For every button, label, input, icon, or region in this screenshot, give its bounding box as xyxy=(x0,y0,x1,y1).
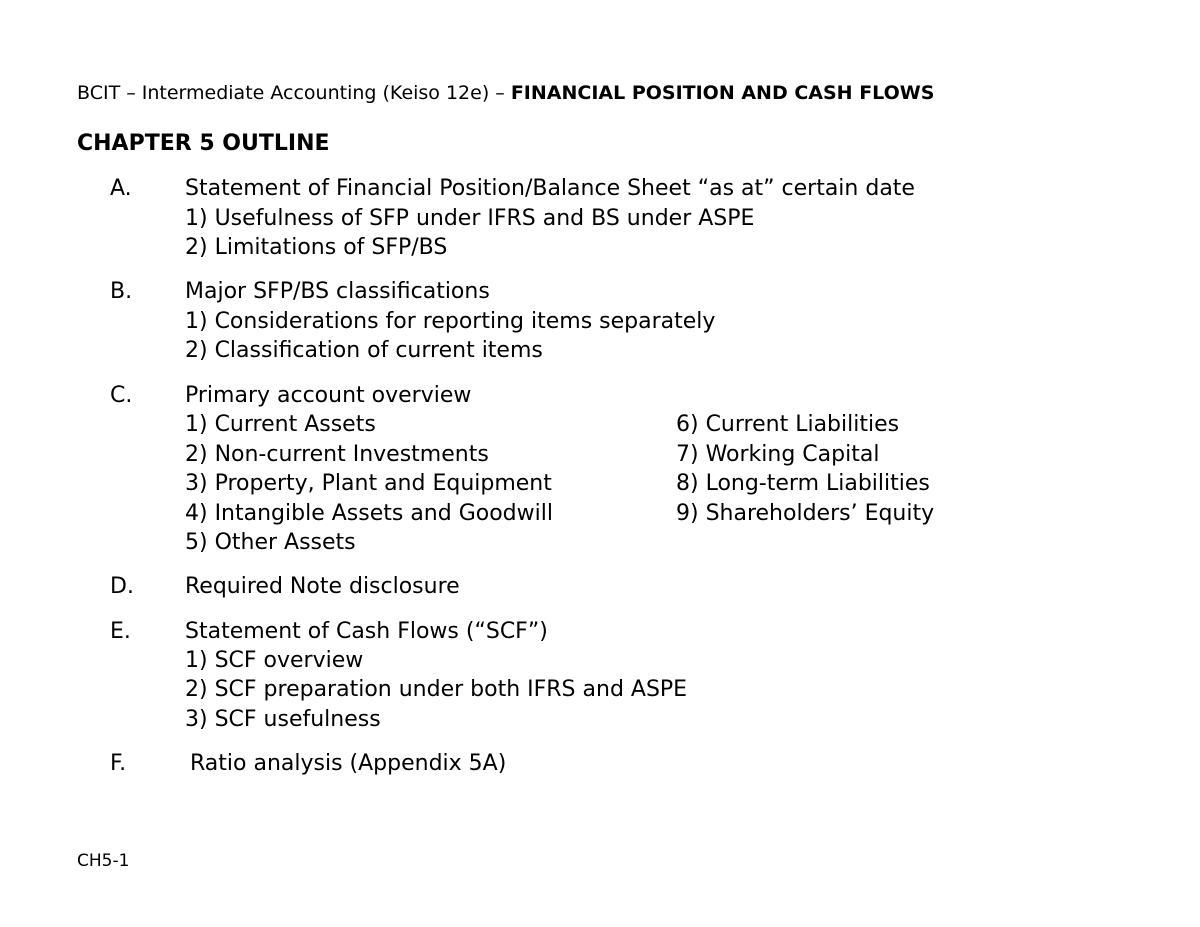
section-b-item-1: 1) Considerations for reporting items separately xyxy=(185,309,716,334)
section-d-letter: D. xyxy=(110,574,134,599)
document-header xyxy=(77,82,934,104)
section-f-letter: F. xyxy=(110,751,127,776)
section-a-title: Statement of Financial Position/Balance Sheet “as at” certain date xyxy=(185,176,915,201)
section-a-letter: A. xyxy=(110,176,132,201)
section-a-item-1: 1) Usefulness of SFP under IFRS and BS under ASPE xyxy=(185,206,755,231)
section-e-title: Statement of Cash Flows (“SCF”) xyxy=(185,619,548,644)
section-e-letter: E. xyxy=(110,619,131,644)
section-e-item-3: 3) SCF usefulness xyxy=(185,707,381,732)
section-d-title: Required Note disclosure xyxy=(185,574,460,599)
section-c-left-item-2: 2) Non-current Investments xyxy=(185,442,489,467)
section-c-right-item-8: 8) Long-term Liabilities xyxy=(676,471,930,496)
section-f-title: Ratio analysis (Appendix 5A) xyxy=(190,751,507,776)
section-c-left-item-4: 4) Intangible Assets and Goodwill xyxy=(185,501,553,526)
section-c-left-item-1: 1) Current Assets xyxy=(185,412,376,437)
section-c-right-item-6: 6) Current Liabilities xyxy=(676,412,900,437)
section-c-right-item-9: 9) Shareholders’ Equity xyxy=(676,501,935,526)
section-c-letter: C. xyxy=(110,383,133,408)
header-course-text: BCIT – Intermediate Accounting (Keiso 12e) – xyxy=(77,82,511,104)
section-c-title: Primary account overview xyxy=(185,383,472,408)
chapter-title: CHAPTER 5 OUTLINE xyxy=(77,131,330,156)
section-b-item-2: 2) Classification of current items xyxy=(185,338,543,363)
page-number: CH5-1 xyxy=(77,851,130,871)
header-topic-text: FINANCIAL POSITION AND CASH FLOWS xyxy=(510,82,935,104)
section-c-left-item-3: 3) Property, Plant and Equipment xyxy=(185,471,552,496)
section-b-title: Major SFP/BS classifications xyxy=(185,279,490,304)
section-b-letter: B. xyxy=(110,279,133,304)
section-e-item-1: 1) SCF overview xyxy=(185,648,364,673)
section-e-item-2: 2) SCF preparation under both IFRS and ASPE xyxy=(185,677,688,702)
section-c-right-item-7: 7) Working Capital xyxy=(676,442,880,467)
section-c-left-item-5: 5) Other Assets xyxy=(185,530,356,555)
section-a-item-2: 2) Limitations of SFP/BS xyxy=(185,235,448,260)
